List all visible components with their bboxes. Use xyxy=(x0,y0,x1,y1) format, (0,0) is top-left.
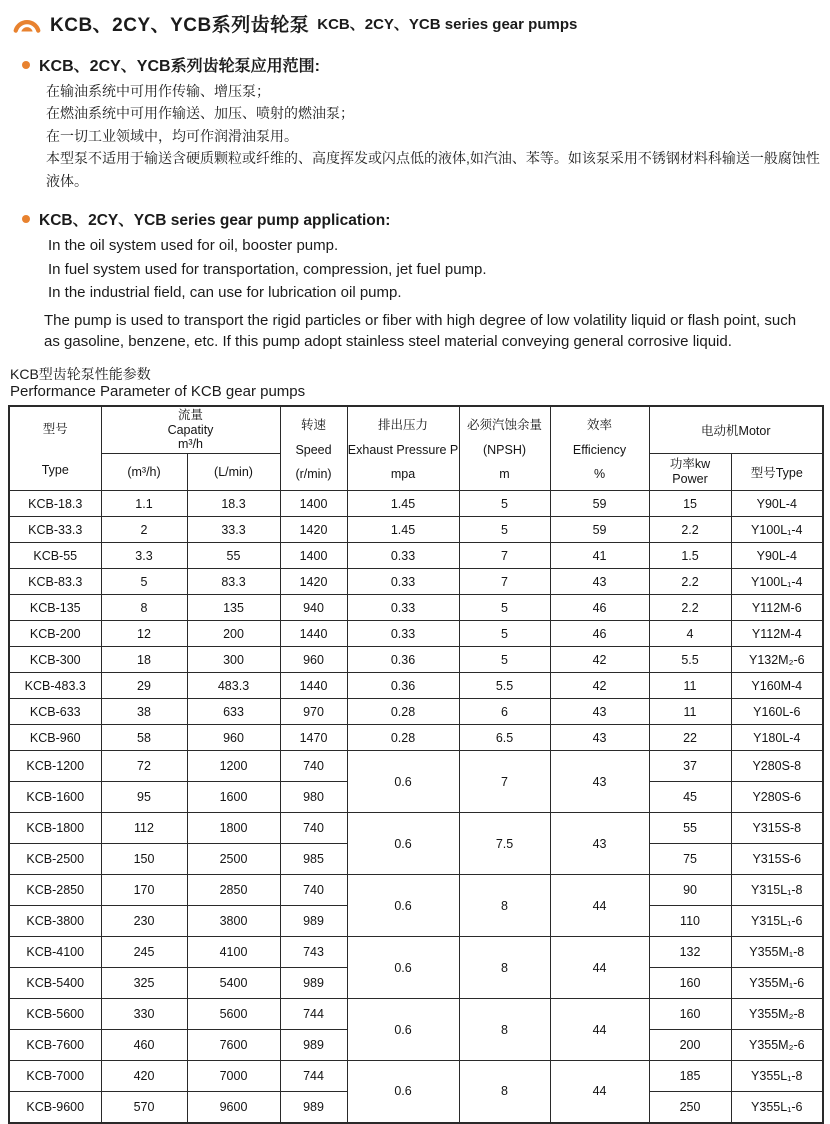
model-cell: KCB-200 xyxy=(9,621,101,647)
capacity-m3h-cell: 2 xyxy=(101,517,187,543)
capacity-lmin-cell: 483.3 xyxy=(187,673,280,699)
power-cell: 2.2 xyxy=(649,595,731,621)
efficiency-cell: 44 xyxy=(550,1061,649,1123)
motor-type-cell: Y100L₁-4 xyxy=(731,517,823,543)
capacity-lmin-cell: 2850 xyxy=(187,875,280,906)
efficiency-cell: 43 xyxy=(550,569,649,595)
col-header-motor-text: 电动机Motor xyxy=(701,423,771,438)
pressure-cell: 0.33 xyxy=(347,621,459,647)
pressure-cell: 0.28 xyxy=(347,725,459,751)
efficiency-cell: 42 xyxy=(550,673,649,699)
speed-cell: 989 xyxy=(280,1030,347,1061)
efficiency-cell: 44 xyxy=(550,937,649,999)
npsh-cell: 5 xyxy=(459,595,550,621)
efficiency-cell: 46 xyxy=(550,595,649,621)
section-zh-body xyxy=(46,80,822,192)
npsh-cell: 8 xyxy=(459,999,550,1061)
col-header-type-zh: 型号 xyxy=(42,422,68,437)
efficiency-cell: 59 xyxy=(550,491,649,517)
capacity-m3h-cell: 150 xyxy=(101,844,187,875)
table-title xyxy=(10,365,822,401)
capacity-lmin-cell: 5400 xyxy=(187,968,280,999)
capacity-lmin-cell: 7600 xyxy=(187,1030,280,1061)
table-row xyxy=(9,813,823,844)
capacity-m3h-cell: 5 xyxy=(101,569,187,595)
model-cell: KCB-960 xyxy=(9,725,101,751)
table-row xyxy=(9,937,823,968)
section-en-list xyxy=(48,234,822,305)
capacity-m3h-cell: 230 xyxy=(101,906,187,937)
en-line: In the oil system used for oil, booster pump. xyxy=(48,237,339,255)
model-cell: KCB-7600 xyxy=(9,1030,101,1061)
table-row xyxy=(9,543,823,569)
efficiency-cell: 42 xyxy=(550,647,649,673)
efficiency-cell: 44 xyxy=(550,875,649,937)
col-header-pressure xyxy=(347,406,459,491)
motor-type-cell: Y315S-6 xyxy=(731,844,823,875)
npsh-cell: 8 xyxy=(459,937,550,999)
efficiency-cell: 43 xyxy=(550,813,649,875)
section-zh-heading-text: KCB、2CY、YCB系列齿轮泵应用范围: xyxy=(39,58,320,75)
power-cell: 15 xyxy=(649,491,731,517)
col-header-npsh xyxy=(459,406,550,491)
motor-type-cell: Y280S-8 xyxy=(731,751,823,782)
capacity-m3h-cell: 58 xyxy=(101,725,187,751)
motor-type-cell: Y112M-4 xyxy=(731,621,823,647)
table-row xyxy=(9,875,823,906)
arc-logo-icon xyxy=(12,14,42,34)
capacity-lmin-cell: 633 xyxy=(187,699,280,725)
npsh-cell: 5 xyxy=(459,647,550,673)
capacity-lmin-cell: 9600 xyxy=(187,1092,280,1123)
power-cell: 55 xyxy=(649,813,731,844)
npsh-cell: 5 xyxy=(459,621,550,647)
capacity-m3h-cell: 420 xyxy=(101,1061,187,1092)
efficiency-cell: 43 xyxy=(550,699,649,725)
col-header-npsh-zh: 必须汽蚀余量 xyxy=(467,418,543,433)
power-cell: 4 xyxy=(649,621,731,647)
col-header-lmin: (L/min) xyxy=(187,454,280,491)
speed-cell: 1440 xyxy=(280,621,347,647)
bullet-icon xyxy=(22,61,30,69)
capacity-lmin-cell: 960 xyxy=(187,725,280,751)
pressure-cell: 0.6 xyxy=(347,1061,459,1123)
motor-type-cell: Y355M₁-8 xyxy=(731,937,823,968)
table-row xyxy=(9,517,823,543)
capacity-m3h-cell: 38 xyxy=(101,699,187,725)
model-cell: KCB-5600 xyxy=(9,999,101,1030)
col-header-efficiency xyxy=(550,406,649,491)
model-cell: KCB-483.3 xyxy=(9,673,101,699)
speed-cell: 1440 xyxy=(280,673,347,699)
table-row xyxy=(9,999,823,1030)
model-cell: KCB-300 xyxy=(9,647,101,673)
capacity-m3h-cell: 1.1 xyxy=(101,491,187,517)
speed-cell: 740 xyxy=(280,751,347,782)
pressure-cell: 0.6 xyxy=(347,875,459,937)
col-header-capacity-unit: m³/h xyxy=(178,437,203,452)
model-cell: KCB-1600 xyxy=(9,782,101,813)
table-header xyxy=(9,406,823,491)
capacity-m3h-cell: 18 xyxy=(101,647,187,673)
pressure-cell: 0.6 xyxy=(347,999,459,1061)
speed-cell: 1420 xyxy=(280,569,347,595)
pressure-cell: 0.6 xyxy=(347,813,459,875)
capacity-lmin-cell: 33.3 xyxy=(187,517,280,543)
capacity-m3h-cell: 330 xyxy=(101,999,187,1030)
speed-cell: 989 xyxy=(280,1092,347,1123)
pressure-cell: 0.33 xyxy=(347,595,459,621)
power-cell: 11 xyxy=(649,673,731,699)
table-row xyxy=(9,725,823,751)
motor-type-cell: Y355M₂-8 xyxy=(731,999,823,1030)
col-header-efficiency-unit: % xyxy=(593,467,606,482)
capacity-m3h-cell: 95 xyxy=(101,782,187,813)
speed-cell: 1420 xyxy=(280,517,347,543)
power-cell: 200 xyxy=(649,1030,731,1061)
table-row xyxy=(9,647,823,673)
pressure-cell: 0.33 xyxy=(347,543,459,569)
section-en-heading-text: KCB、2CY、YCB series gear pump application: xyxy=(39,212,391,230)
npsh-cell: 8 xyxy=(459,875,550,937)
power-cell: 160 xyxy=(649,999,731,1030)
pressure-cell: 0.6 xyxy=(347,937,459,999)
speed-cell: 1470 xyxy=(280,725,347,751)
motor-type-cell: Y280S-6 xyxy=(731,782,823,813)
motor-type-cell: Y355M₂-6 xyxy=(731,1030,823,1061)
pressure-cell: 0.33 xyxy=(347,569,459,595)
speed-cell: 970 xyxy=(280,699,347,725)
col-header-m3h: (m³/h) xyxy=(101,454,187,491)
capacity-m3h-cell: 460 xyxy=(101,1030,187,1061)
motor-type-cell: Y315L₁-6 xyxy=(731,906,823,937)
motor-type-cell: Y315S-8 xyxy=(731,813,823,844)
speed-cell: 744 xyxy=(280,1061,347,1092)
model-cell: KCB-55 xyxy=(9,543,101,569)
power-cell: 11 xyxy=(649,699,731,725)
model-cell: KCB-5400 xyxy=(9,968,101,999)
motor-type-cell: Y355M₁-6 xyxy=(731,968,823,999)
pressure-cell: 0.36 xyxy=(347,673,459,699)
col-header-capacity-zh: 流量 xyxy=(178,408,204,423)
col-header-type xyxy=(9,406,101,491)
col-header-speed-zh: 转速 xyxy=(301,418,327,433)
speed-cell: 740 xyxy=(280,813,347,844)
speed-cell: 743 xyxy=(280,937,347,968)
power-cell: 132 xyxy=(649,937,731,968)
capacity-lmin-cell: 3800 xyxy=(187,906,280,937)
zh-line: 在燃油系统中可用作输送、加压、喷射的燃油泵； xyxy=(46,105,354,122)
npsh-cell: 5.5 xyxy=(459,673,550,699)
capacity-lmin-cell: 18.3 xyxy=(187,491,280,517)
model-cell: KCB-18.3 xyxy=(9,491,101,517)
capacity-lmin-cell: 2500 xyxy=(187,844,280,875)
capacity-m3h-cell: 8 xyxy=(101,595,187,621)
power-cell: 90 xyxy=(649,875,731,906)
zh-line: 在一切工业领域中，均可作润滑油泵用。 xyxy=(46,127,298,144)
capacity-lmin-cell: 1200 xyxy=(187,751,280,782)
table-row xyxy=(9,1061,823,1092)
section-zh-heading xyxy=(22,53,822,76)
npsh-cell: 6.5 xyxy=(459,725,550,751)
capacity-lmin-cell: 4100 xyxy=(187,937,280,968)
col-header-speed xyxy=(280,406,347,491)
pressure-cell: 1.45 xyxy=(347,517,459,543)
en-line: In the industrial field, can use for lubrication oil pump. xyxy=(48,284,402,302)
col-header-capacity xyxy=(101,406,280,454)
model-cell: KCB-2850 xyxy=(9,875,101,906)
zh-line: 在输油系统中可用作传输、增压泵； xyxy=(46,83,270,99)
capacity-lmin-cell: 7000 xyxy=(187,1061,280,1092)
speed-cell: 985 xyxy=(280,844,347,875)
power-cell: 5.5 xyxy=(649,647,731,673)
npsh-cell: 7 xyxy=(459,543,550,569)
table-row xyxy=(9,491,823,517)
col-header-npsh-en: (NPSH) xyxy=(482,443,527,458)
capacity-lmin-cell: 200 xyxy=(187,621,280,647)
col-header-efficiency-en: Efficiency xyxy=(572,443,627,458)
col-header-motor-type: 型号Type xyxy=(731,454,823,491)
col-header-speed-unit: (r/min) xyxy=(295,467,332,482)
power-cell: 185 xyxy=(649,1061,731,1092)
model-cell: KCB-2500 xyxy=(9,844,101,875)
motor-type-cell: Y355L₁-8 xyxy=(731,1061,823,1092)
model-cell: KCB-135 xyxy=(9,595,101,621)
efficiency-cell: 41 xyxy=(550,543,649,569)
capacity-m3h-cell: 170 xyxy=(101,875,187,906)
motor-type-cell: Y90L-4 xyxy=(731,491,823,517)
speed-cell: 1400 xyxy=(280,491,347,517)
pressure-cell: 1.45 xyxy=(347,491,459,517)
speed-cell: 980 xyxy=(280,782,347,813)
col-header-power-en: Power xyxy=(672,472,708,487)
speed-cell: 989 xyxy=(280,906,347,937)
npsh-cell: 8 xyxy=(459,1061,550,1123)
capacity-lmin-cell: 83.3 xyxy=(187,569,280,595)
capacity-lmin-cell: 135 xyxy=(187,595,280,621)
npsh-cell: 7 xyxy=(459,751,550,813)
capacity-m3h-cell: 29 xyxy=(101,673,187,699)
col-header-pressure-unit: mpa xyxy=(390,467,416,482)
model-cell: KCB-9600 xyxy=(9,1092,101,1123)
speed-cell: 1400 xyxy=(280,543,347,569)
col-header-pressure-zh: 排出压力 xyxy=(378,418,429,433)
pressure-cell: 0.28 xyxy=(347,699,459,725)
col-header-power xyxy=(649,454,731,491)
capacity-m3h-cell: 245 xyxy=(101,937,187,968)
capacity-lmin-cell: 300 xyxy=(187,647,280,673)
table-row xyxy=(9,751,823,782)
speed-cell: 989 xyxy=(280,968,347,999)
capacity-lmin-cell: 5600 xyxy=(187,999,280,1030)
table-row xyxy=(9,621,823,647)
table-row xyxy=(9,569,823,595)
motor-type-cell: Y355L₁-6 xyxy=(731,1092,823,1123)
pressure-cell: 0.6 xyxy=(347,751,459,813)
model-cell: KCB-33.3 xyxy=(9,517,101,543)
npsh-cell: 5 xyxy=(459,491,550,517)
capacity-m3h-cell: 325 xyxy=(101,968,187,999)
motor-type-cell: Y315L₁-8 xyxy=(731,875,823,906)
power-cell: 22 xyxy=(649,725,731,751)
power-cell: 110 xyxy=(649,906,731,937)
capacity-m3h-cell: 112 xyxy=(101,813,187,844)
power-cell: 2.2 xyxy=(649,569,731,595)
col-header-efficiency-zh: 效率 xyxy=(587,418,613,433)
model-cell: KCB-3800 xyxy=(9,906,101,937)
power-cell: 250 xyxy=(649,1092,731,1123)
table-title-zh: KCB型齿轮泵性能参数 xyxy=(10,365,151,382)
power-cell: 45 xyxy=(649,782,731,813)
capacity-lmin-cell: 55 xyxy=(187,543,280,569)
efficiency-cell: 43 xyxy=(550,751,649,813)
doc-title xyxy=(8,10,822,37)
performance-table-body xyxy=(9,491,823,1123)
pressure-cell: 0.36 xyxy=(347,647,459,673)
efficiency-cell: 43 xyxy=(550,725,649,751)
table-row xyxy=(9,673,823,699)
section-en-heading xyxy=(22,208,822,230)
power-cell: 160 xyxy=(649,968,731,999)
capacity-lmin-cell: 1600 xyxy=(187,782,280,813)
motor-type-cell: Y132M₂-6 xyxy=(731,647,823,673)
capacity-m3h-cell: 12 xyxy=(101,621,187,647)
speed-cell: 960 xyxy=(280,647,347,673)
zh-line: 本型泵不适用于输送含硬质颗粒或纤维的、高度挥发或闪点低的液体,如汽油、苯等。如该泵采用不锈钢材料科输送一般腐蚀性液体。 xyxy=(46,150,820,189)
doc-title-en: KCB、2CY、YCB series gear pumps xyxy=(317,16,578,33)
col-header-power-zh: 功率kw xyxy=(669,457,711,472)
npsh-cell: 5 xyxy=(459,517,550,543)
table-row xyxy=(9,595,823,621)
section-en-paragraph: The pump is used to transport the rigid particles or fiber with high degree of low volatility liquid or flash point, such as gasoline, benzene, etc. If this pump adopt stainless steel material conveying general corrosive liquid. xyxy=(44,311,797,350)
efficiency-cell: 59 xyxy=(550,517,649,543)
motor-type-cell: Y90L-4 xyxy=(731,543,823,569)
capacity-m3h-cell: 570 xyxy=(101,1092,187,1123)
bullet-icon xyxy=(22,215,30,223)
col-header-capacity-en: Capatity xyxy=(167,422,214,437)
col-header-pressure-en: Exhaust Pressure P xyxy=(347,443,459,458)
motor-type-cell: Y180L-4 xyxy=(731,725,823,751)
col-header-speed-en: Speed xyxy=(295,443,332,458)
efficiency-cell: 46 xyxy=(550,621,649,647)
npsh-cell: 7.5 xyxy=(459,813,550,875)
model-cell: KCB-83.3 xyxy=(9,569,101,595)
power-cell: 37 xyxy=(649,751,731,782)
motor-type-cell: Y160L-6 xyxy=(731,699,823,725)
capacity-m3h-cell: 3.3 xyxy=(101,543,187,569)
npsh-cell: 6 xyxy=(459,699,550,725)
table-title-en: Performance Parameter of KCB gear pumps xyxy=(10,382,306,400)
speed-cell: 740 xyxy=(280,875,347,906)
power-cell: 75 xyxy=(649,844,731,875)
model-cell: KCB-1800 xyxy=(9,813,101,844)
power-cell: 1.5 xyxy=(649,543,731,569)
motor-type-cell: Y112M-6 xyxy=(731,595,823,621)
speed-cell: 940 xyxy=(280,595,347,621)
en-line: In fuel system used for transportation, compression, jet fuel pump. xyxy=(48,260,487,278)
speed-cell: 744 xyxy=(280,999,347,1030)
npsh-cell: 7 xyxy=(459,569,550,595)
motor-type-cell: Y160M-4 xyxy=(731,673,823,699)
performance-table xyxy=(8,405,824,1124)
col-header-type-en: Type xyxy=(41,463,69,478)
model-cell: KCB-4100 xyxy=(9,937,101,968)
motor-type-cell: Y100L₁-4 xyxy=(731,569,823,595)
capacity-lmin-cell: 1800 xyxy=(187,813,280,844)
efficiency-cell: 44 xyxy=(550,999,649,1061)
table-row xyxy=(9,699,823,725)
col-header-motor xyxy=(649,406,823,454)
model-cell: KCB-633 xyxy=(9,699,101,725)
power-cell: 2.2 xyxy=(649,517,731,543)
model-cell: KCB-1200 xyxy=(9,751,101,782)
model-cell: KCB-7000 xyxy=(9,1061,101,1092)
doc-title-zh: KCB、2CY、YCB系列齿轮泵 xyxy=(50,15,310,36)
col-header-npsh-unit: m xyxy=(499,467,510,482)
capacity-m3h-cell: 72 xyxy=(101,751,187,782)
